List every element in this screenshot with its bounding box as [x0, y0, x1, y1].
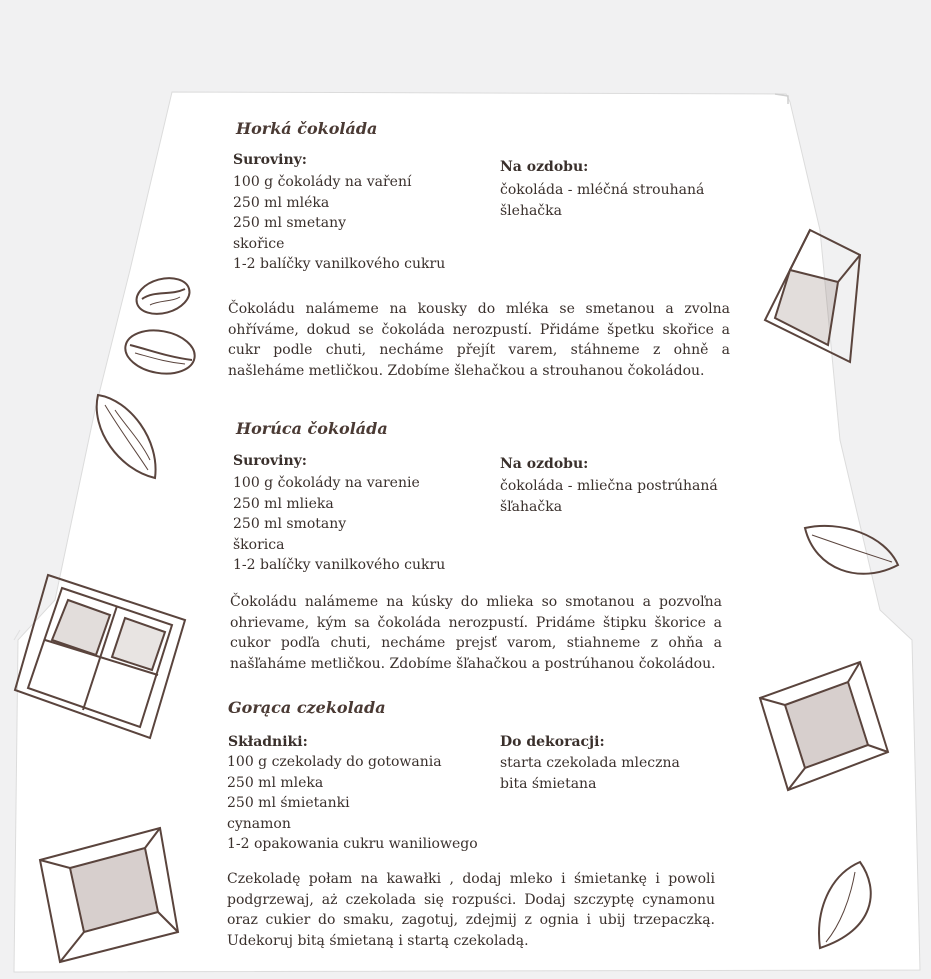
- ingredients-list: [233, 473, 445, 576]
- ingredient-item: 100 g čokolády na varenie: [233, 475, 420, 491]
- ingredient-item: 1-2 balíčky vanilkového cukru: [233, 557, 446, 573]
- decoration-heading: Na ozdobu:: [500, 456, 589, 472]
- decoration-list: [500, 180, 704, 221]
- decoration-item: čokoláda - mliečna postrúhaná: [500, 478, 718, 494]
- ingredient-item: 250 ml śmietanki: [227, 795, 350, 811]
- ingredient-item: 250 ml mleka: [227, 774, 324, 791]
- ingredient-item: 250 ml smetany: [233, 215, 347, 231]
- recipe-method: Čokoládu nalámeme na kúsky do mlieka so smotanou a pozvoľna ohrievame, kým sa čokoláda nerozpustí. Pridáme štipku škorice a cukor podľa chuti, necháme prejsť varom, stiahneme z ohňa a našľaháme metličkou. Zdobíme šľahačkou a postrúhanou čokoládou.: [230, 594, 722, 672]
- ingredient-item: škorica: [233, 536, 285, 553]
- ingredient-item: 250 ml smotany: [233, 516, 347, 532]
- ingredients-heading: Suroviny:: [233, 152, 307, 168]
- decoration-list: [500, 753, 680, 794]
- recipe-method: Čokoládu nalámeme na kousky do mléka se smetanou a zvolna ohříváme, dokud se čokoláda nerozpustí. Přidáme špetku skořice a cukr podle chuti, necháme přejít varem, stáhneme z ohně a našleháme metličkou. Zdobíme šlehačkou a strouhanou čokoládou.: [228, 301, 730, 379]
- ingredient-item: 1-2 balíčky vanilkového cukru: [233, 256, 446, 272]
- decoration-heading: Na ozdobu:: [500, 159, 589, 175]
- ingredient-item: 100 g čokolády na vaření: [233, 174, 412, 190]
- ingredients-heading: Składniki:: [228, 734, 308, 750]
- recipe-title: Gorąca czekolada: [228, 698, 386, 717]
- ingredient-item: cynamon: [227, 815, 291, 832]
- recipe-title: Horká čokoláda: [236, 119, 378, 138]
- decoration-item: čokoláda - mléčná strouhaná: [500, 182, 705, 198]
- ingredient-item: 1-2 opakowania cukru waniliowego: [227, 836, 478, 852]
- decoration-item: bita śmietana: [500, 775, 597, 792]
- decoration-heading: Do dekoracji:: [500, 734, 605, 750]
- recipe-method: Czekoladę połam na kawałki , dodaj mleko i śmietankę i powoli podgrzewaj, aż czekolada się rozpuści. Dodaj szczyptę cynamonu oraz cukier do smaku, zagotuj, zdejmij z ognia i ubij trzepaczką. Udekoruj bitą śmietaną i startą czekoladą.: [227, 871, 715, 949]
- decoration-list: [500, 476, 718, 517]
- recipe-title: Horúca čokoláda: [236, 419, 388, 438]
- ingredients-list: [233, 172, 445, 275]
- ingredient-item: 100 g czekolady do gotowania: [227, 754, 442, 770]
- ingredients-list: [227, 752, 478, 855]
- decoration-item: starta czekolada mleczna: [500, 755, 680, 771]
- decoration-item: šľahačka: [500, 498, 563, 515]
- ingredients-heading: Suroviny:: [233, 453, 307, 469]
- ingredient-item: 250 ml mléka: [233, 194, 330, 211]
- decoration-item: šlehačka: [500, 202, 562, 219]
- ingredient-item: skořice: [233, 235, 285, 252]
- ingredient-item: 250 ml mlieka: [233, 495, 334, 512]
